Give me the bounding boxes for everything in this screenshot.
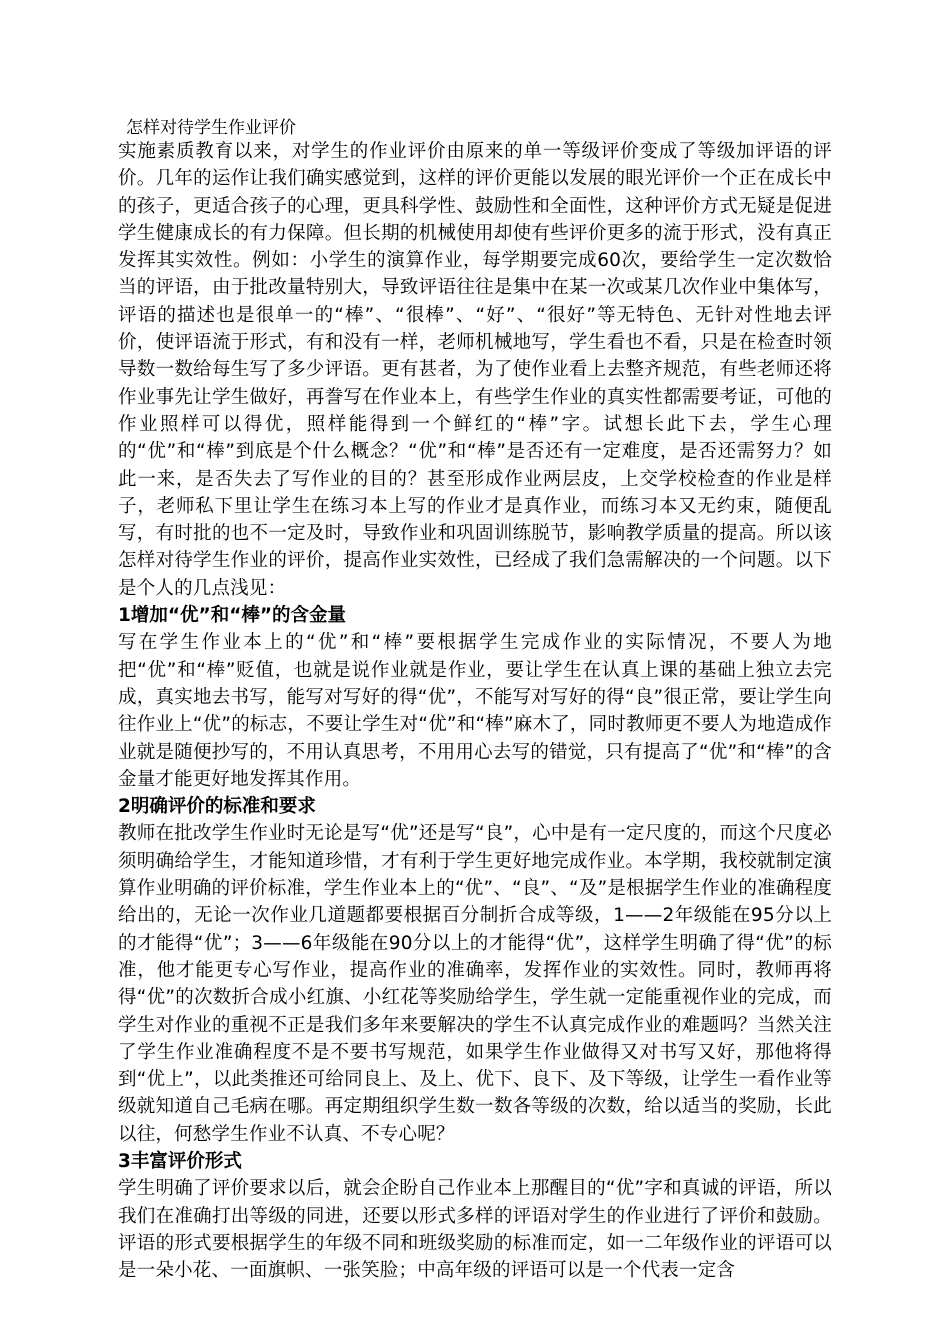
document-title: 怎样对待学生作业评价 bbox=[126, 118, 296, 138]
section-2-body: 教师在批改学生作业时无论是写“优”还是写“良”，心中是有一定尺度的，而这个尺度必须明确给学生，才能知道珍惜，才有利于学生更好地完成作业。本学期，我校就制定演算作业明确的评价标准，学生作业本上的“优”、“良”、“及”是根据学生作业的准确程度给出的，无论一次作业几道题都要根据百分制折合成等级，1——2年级能在95分以上的才能得“优”；3——6年级能在90分以上的才能得“优”，这样学生明确了得“优”的标准，他才能更专心写作业，提高作业的准确率，发挥作业的实效性。同时，教师再将得“优”的次数折合成小红旗、小红花等奖励给学生，学生就一定能重视作业的完成，而学生对作业的重视不正是我们多年来要解决的学生不认真完成作业的难题吗？当然关注了学生作业准确程度不是不要书写规范，如果学生作业做得又对书写又好，那他将得到“优上”，以此类推还可给同良上、及上、优下、良下、及下等级，让学生一看作业等级就知道自己毛病在哪。再定期组织学生数一数各等级的次数，给以适当的奖励，长此以往，何愁学生作业不认真、不专心呢？ bbox=[118, 823, 832, 1145]
intro-paragraph: 实施素质教育以来，对学生的作业评价由原来的单一等级评价变成了等级加评语的评价。几年的运作让我们确实感觉到，这样的评价更能以发展的眼光评价一个正在成长中的孩子，更适合孩子的心理，更具科学性、鼓励性和全面性，这种评价方式无疑是促进学生健康成长的有力保障。但长期的机械使用却使有些评价更多的流于形式，没有真正发挥其实效性。例如：小学生的演算作业，每学期要完成60次，要给学生一定次数恰当的评语，由于批改量特别大，导致评语往往是集中在某一次或某几次作业中集体写，评语的描述也是很单一的“棒”、“很棒”、“好”、“很好”等无特色、无针对性地去评价，使评语流于形式，有和没有一样，老师机械地写，学生看也不看，只是在检查时领导数一数给每生写了多少评语。更有甚者，为了使作业看上去整齐规范，有些老师还将作业事先让学生做好，再誊写在作业本上，有些学生作业的真实性都需要考证，可他的作业照样可以得优，照样能得到一个鲜红的“棒”字。试想长此下去，学生心理的“优”和“棒”到底是个什么概念？“优”和“棒”是否还有一定难度，是否还需努力？如此一来，是否失去了写作业的目的？甚至形成作业两层皮，上交学校检查的作业是样子，老师私下里让学生在练习本上写的作业才是真作业，而练习本又无约束，随便乱写，有时批的也不一定及时，导致作业和巩固训练脱节，影响教学质量的提高。所以该怎样对待学生作业的评价，提高作业实效性，已经成了我们急需解决的一个问题。以下是个人的几点浅见： bbox=[118, 141, 832, 599]
document-page bbox=[118, 118, 832, 1284]
section-2-heading: 2明确评价的标准和要求 bbox=[118, 796, 316, 818]
section-3-heading: 3丰富评价形式 bbox=[118, 1150, 242, 1172]
section-3-body: 学生明确了评价要求以后，就会企盼自己作业本上那醒目的“优”字和真诚的评语，所以我们在准确打出等级的同进，还要以形式多样的评语对学生的作业进行了评价和鼓励。评语的形式要根据学生的年级不同和班级奖励的标准而定，如一二年级作业的评语可以是一朵小花、一面旗帜、一张笑脸；中高年级的评语可以是一个代表一定含 bbox=[118, 1178, 832, 1282]
section-1-body: 写在学生作业本上的“优”和“棒”要根据学生完成作业的实际情况，不要人为地把“优”和“棒”贬值，也就是说作业就是作业，要让学生在认真上课的基础上独立去完成，真实地去书写，能写对写好的得“优”，不能写对写好的得“良”很正常，要让学生向往作业上“优”的标志，不要让学生对“优”和“棒”麻木了，同时教师更不要人为地造成作业就是随便抄写的，不用认真思考，不用用心去写的错觉，只有提高了“优”和“棒”的含金量才能更好地发挥其作用。 bbox=[118, 632, 832, 790]
section-1-heading: 1增加“优”和“棒”的含金量 bbox=[118, 605, 347, 627]
